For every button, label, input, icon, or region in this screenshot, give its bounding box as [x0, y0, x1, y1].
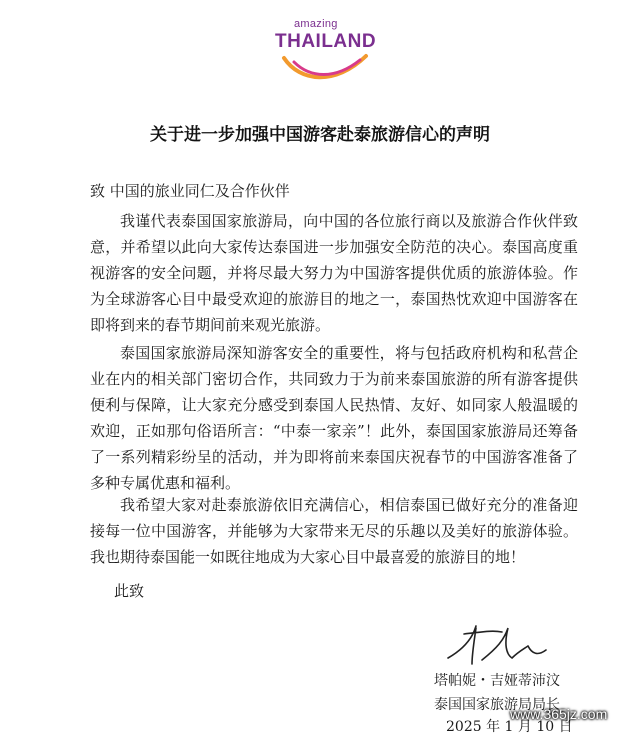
- amazing-thailand-logo: [270, 18, 380, 88]
- paragraph-2: 泰国国家旅游局深知游客安全的重要性，将与包括政府机构和私营企业在内的相关部门密切合作，共同致力于为前来泰国旅游的所有游客提供便利与保障，让大家充分感受到泰国人民热情、友好、如同家人般温暖的欢迎，正如那句俗语所言：“中泰一家亲”！此外，泰国国家旅游局还筹备了一系列精彩纷呈的活动，并为即将前来泰国庆祝春节的中国游客准备了多种专属优惠和福利。: [90, 344, 578, 492]
- watermark: www.365jz.com: [510, 706, 608, 722]
- handwritten-signature: [442, 620, 552, 670]
- signer-title: 泰国国家旅游局局长: [434, 697, 560, 713]
- logo-small-text: amazing: [294, 18, 338, 30]
- closing-phrase: 此致: [114, 582, 145, 600]
- logo-main-text: THAILAND: [275, 31, 377, 52]
- statement-title: 关于进一步加强中国游客赴泰旅游信心的声明: [150, 125, 490, 145]
- signer-name: 塔帕妮・吉娅蒂沛汶: [434, 673, 560, 689]
- paragraph-3: 我希望大家对赴泰旅游依旧充满信心，相信泰国已做好充分的准备迎接每一位中国游客，并能够为大家带来无尽的乐趣以及美好的旅游体验。我也期待泰国能一如既往地成为大家心目中最喜爱的旅游目的地！: [90, 496, 578, 566]
- paragraph-1: 我谨代表泰国国家旅游局，向中国的各位旅行商以及旅游合作伙伴致意，并希望以此向大家传达泰国进一步加强安全防范的决心。泰国高度重视游客的安全问题，并将尽最大努力为中国游客提供优质的旅游体验。作为全球游客心目中最受欢迎的旅游目的地之一，泰国热忱欢迎中国游客在即将到来的春节期间前来观光旅游。: [90, 212, 578, 334]
- sign-date: 2025 年 1 月 10 日: [446, 719, 573, 735]
- salutation: 致 中国的旅业同仁及合作伙伴: [90, 182, 290, 200]
- logo-swoosh-icon: [280, 52, 370, 86]
